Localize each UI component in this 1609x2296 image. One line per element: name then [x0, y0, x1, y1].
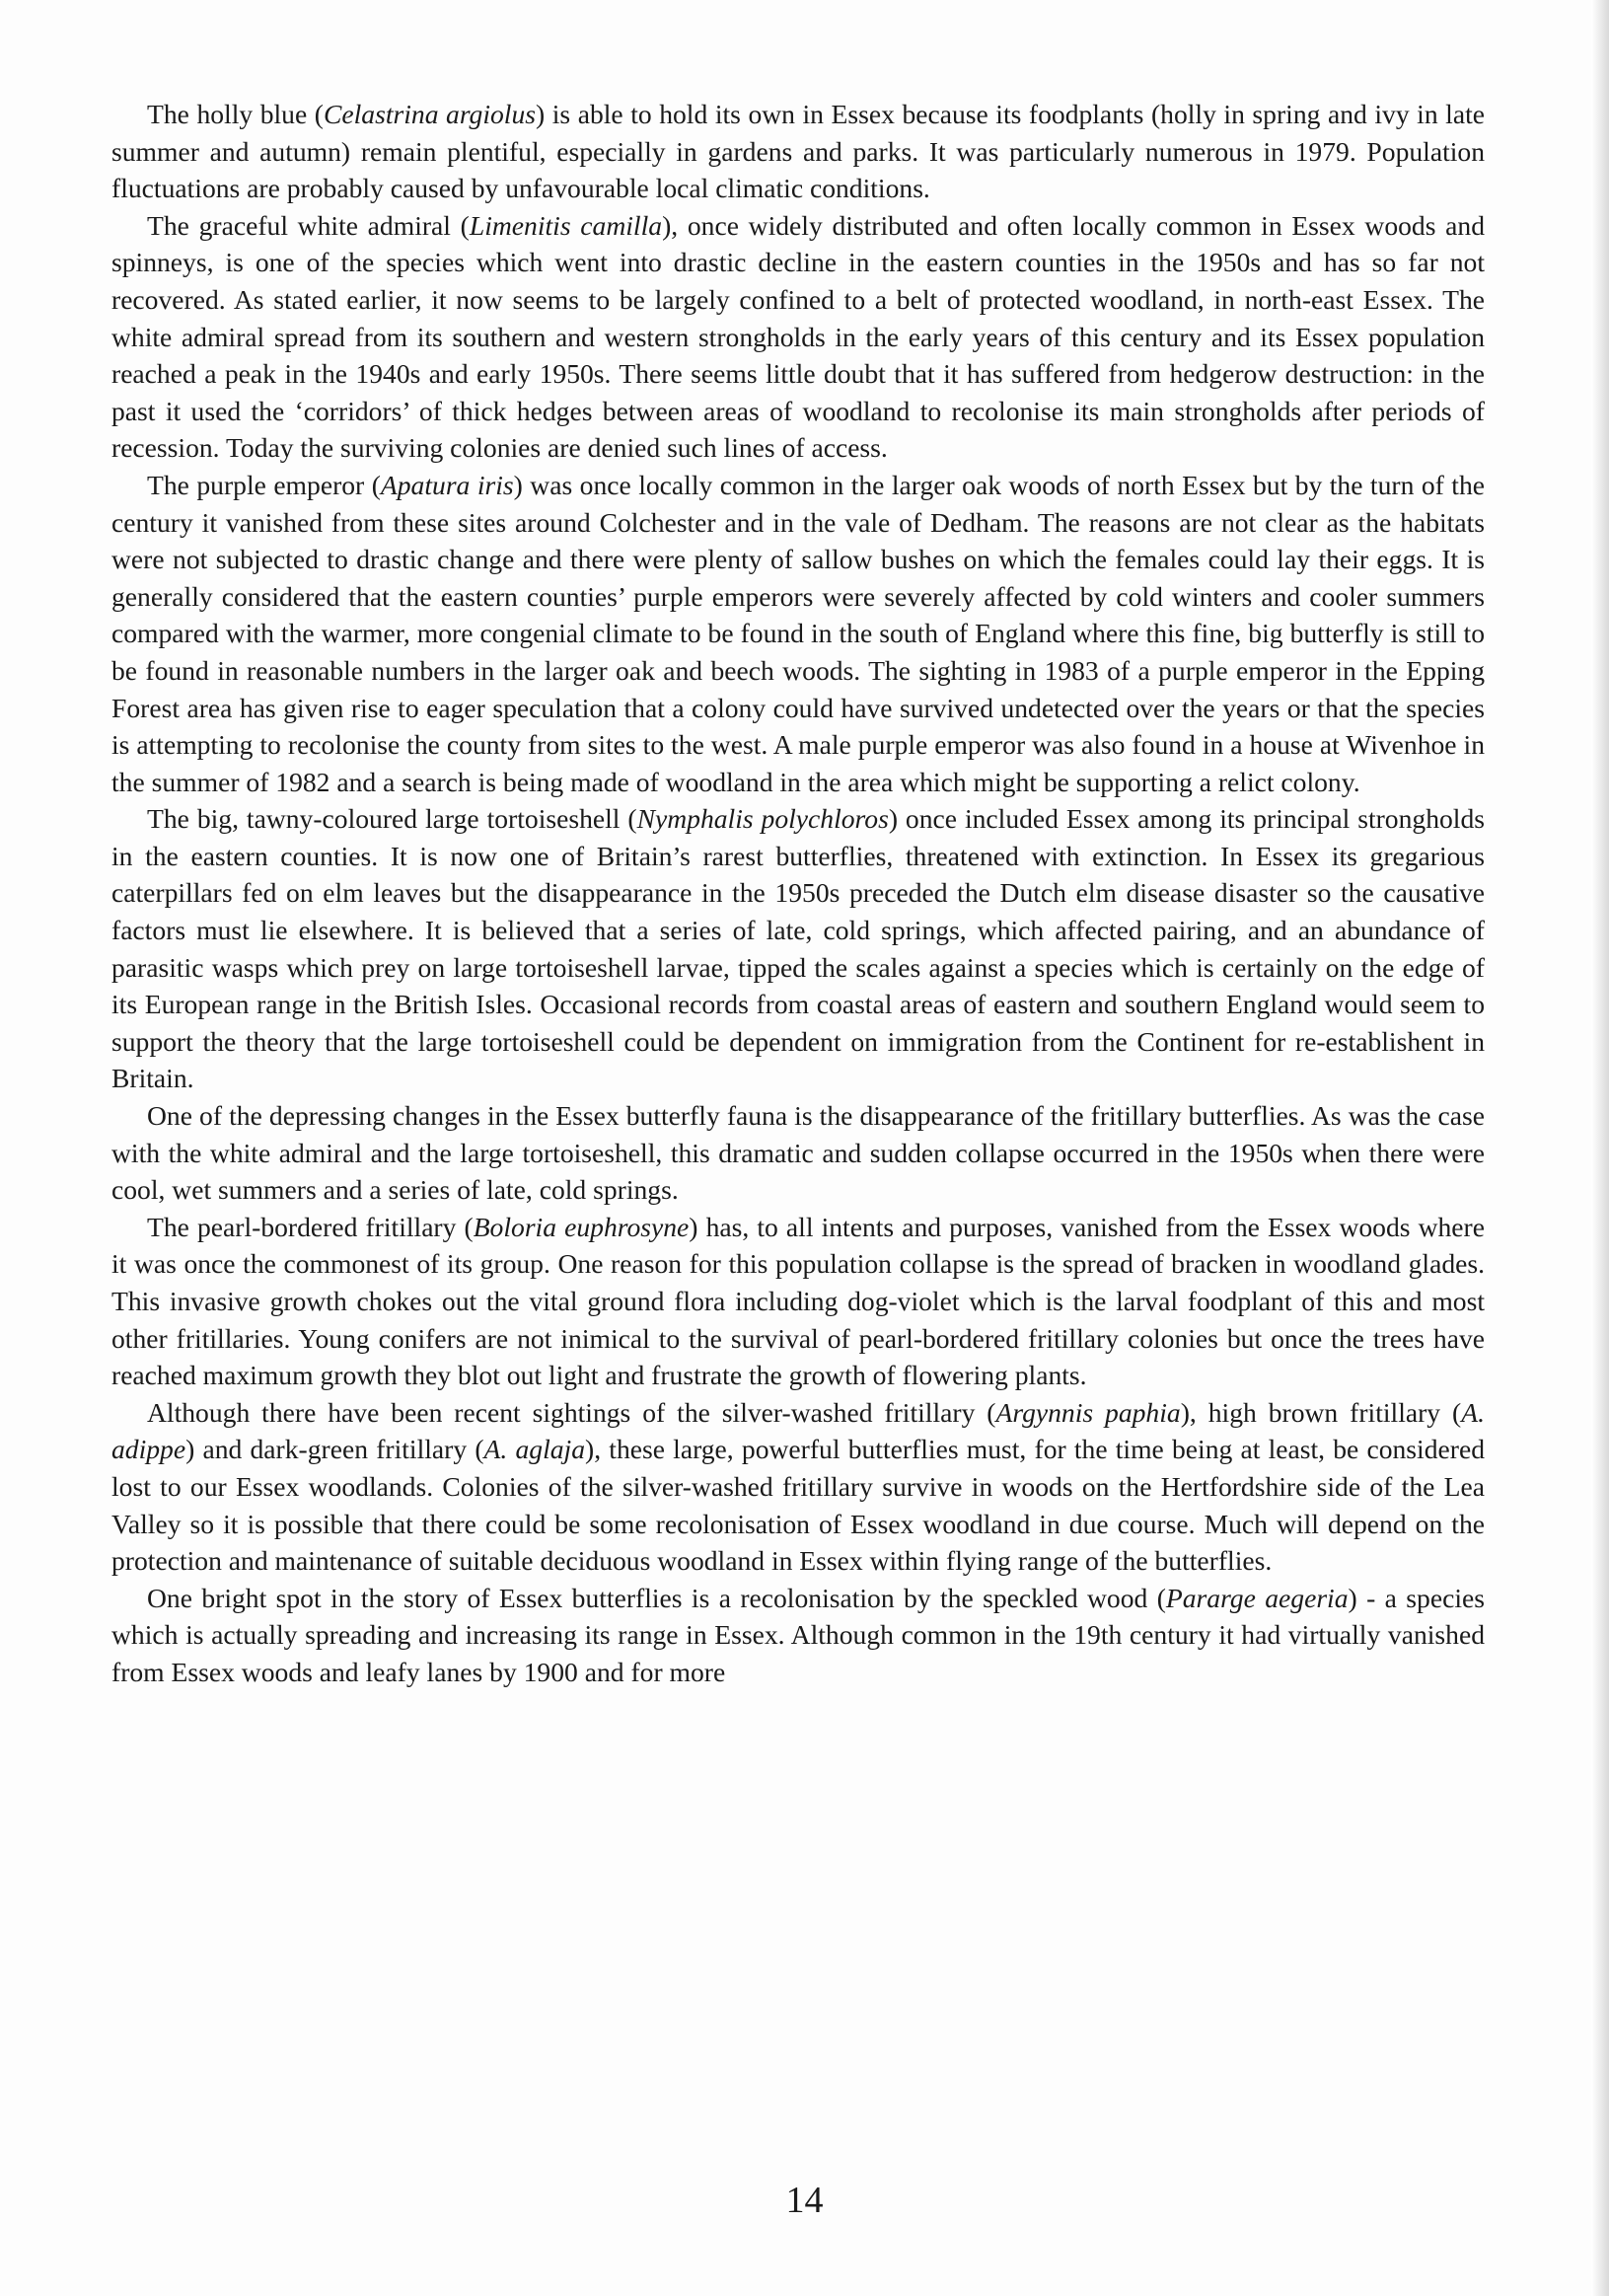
body-text — [111, 96, 1485, 1691]
text-segment: ), these large, powerful butterflies must, for the time being at least, be considered lost to our Essex woodlands. Colonies of the silver-washed fritillary survive in woods on the Hertfordshire side of the Lea Valley so it is possible that there could be some recolonisation of Essex woodland in due course. Much will depend on the protection and maintenance of suitable deciduous woodland in Essex within flying range of the butterflies. — [111, 1434, 1485, 1577]
text-segment: The graceful white admiral ( — [147, 209, 470, 241]
species-name: A. aglaja — [483, 1434, 585, 1465]
paragraph-purple-emperor — [111, 467, 1485, 800]
paragraph-fritillaries — [111, 1097, 1485, 1209]
text-segment: One bright spot in the story of Essex butterflies is a recolonisation by the speckled wood ( — [147, 1582, 1166, 1613]
text-segment: ), once widely distributed and often locally common in Essex woods and spinneys, is one of the species which went into drastic decline in the eastern counties in the 1950s and has so far not recovered. As stated earlier, it now seems to be largely confined to a belt of protected woodland, in north-east Essex. The white admiral spread from its southern and western strongholds in the early years of this century and its Essex population reached a peak in the 1940s and early 1950s. There seems little doubt that it has suffered from hedgerow destruction: in the past it used the ‘corridors’ of thick hedges between areas of woodland to recolonise its main strongholds after periods of recession. Today the surviving colonies are denied such lines of access. — [111, 209, 1485, 464]
species-name: Limenitis camilla — [469, 209, 663, 241]
text-segment: The purple emperor ( — [147, 469, 381, 500]
species-name: Apatura iris — [380, 469, 514, 500]
species-name: Nymphalis polychloros — [636, 803, 889, 835]
text-segment: Although there have been recent sightings of the silver-washed fritillary ( — [147, 1396, 996, 1428]
text-segment: ) has, to all intents and purposes, vanished from the Essex woods where it was once the commonest of its group. One reason for this population collapse is the spread of bracken in woodland glades. This invasive growth chokes out the vital ground flora including dog-violet which is the larval foodplant of this and most other fritillaries. Young conifers are not inimical to the survival of pearl-bordered fritillary colonies but once the trees have reached maximum growth they blot out light and frustrate the growth of flowering plants. — [111, 1211, 1485, 1391]
paragraph-pearl-bordered-fritillary — [111, 1209, 1485, 1394]
species-name: Pararge aegeria — [1165, 1582, 1349, 1613]
text-segment: ) - a species which is actually spreading and increasing its range in Essex. Although common in the 19th century it had virtually vanished from Essex woods and leafy lanes by 1900 and for more — [111, 1582, 1485, 1687]
paragraph-large-tortoiseshell — [111, 800, 1485, 1097]
text-segment: ) was once locally common in the larger oak woods of north Essex but by the turn of the century it vanished from these sites around Colchester and in the vale of Dedham. The reasons are not clear as the habitats were not subjected to drastic change and there were plenty of sallow bushes on which the females could lay their eggs. It is generally considered that the eastern counties’ purple emperors were severely affected by cold winters and cooler summers compared with the warmer, more congenial climate to be found in the south of England where this fine, big butterfly is still to be found in reasonable numbers in the larger oak and beech woods. The sighting in 1983 of a purple emperor in the Epping Forest area has given rise to eager speculation that a colony could have survived undetected over the years or that the species is attempting to recolonise the county from sites to the west. A male purple emperor was also found in a house at Wivenhoe in the summer of 1982 and a search is being made of woodland in the area which might be supporting a relict colony. — [111, 469, 1485, 797]
paragraph-white-admiral — [111, 207, 1485, 467]
paragraph-speckled-wood — [111, 1580, 1485, 1691]
species-name: Celastrina argiolus — [323, 99, 537, 129]
species-name: Argynnis paphia — [995, 1396, 1181, 1428]
text-segment: ) and dark-green fritillary ( — [185, 1434, 484, 1465]
text-segment: One of the depressing changes in the Essex butterfly fauna is the disappearance of the fritillary butterflies. As was the case with the white admiral and the large tortoiseshell, this dramatic and sudden collapse occurred in the 1950s when there were cool, wet summers and a series of late, cold springs. — [111, 1100, 1485, 1206]
text-segment: ) is able to hold its own in Essex because its foodplants (holly in spring and ivy in late summer and autumn) remain plentiful, especially in gardens and parks. It was particularly numerous in 1979. Population fluctuations are probably caused by unfavourable local climatic conditions. — [111, 99, 1486, 204]
page-edge-shadow — [1591, 0, 1609, 2296]
species-name: A. adippe — [111, 1396, 1485, 1465]
page-number: 14 — [785, 2180, 824, 2221]
text-segment: The holly blue ( — [147, 99, 324, 129]
text-segment: ) once included Essex among its principal strongholds in the eastern counties. It is now one of Britain’s rarest butterflies, threatened with extinction. In Essex its gregarious caterpillars fed on elm leaves but the disappearance in the 1950s preceded the Dutch elm disease disaster so the causative factors must lie elsewhere. It is believed that a series of late, cold springs, which affected pairing, and an abundance of parasitic wasps which prey on large tortoiseshell larvae, tipped the scales against a species which is certainly on the edge of its European range in the British Isles. Occasional records from coastal areas of eastern and southern England would seem to support the theory that the large tortoiseshell could be dependent on immigration from the Continent for re-establishent in Britain. — [111, 803, 1485, 1094]
text-segment: The pearl-bordered fritillary ( — [147, 1211, 474, 1242]
paragraph-holly-blue — [111, 96, 1485, 207]
species-name: Boloria euphrosyne — [473, 1211, 690, 1242]
paragraph-silver-washed-fritillary — [111, 1394, 1485, 1580]
text-segment: The big, tawny-coloured large tortoiseshell ( — [147, 803, 637, 835]
text-segment: ), high brown fritillary ( — [1180, 1396, 1462, 1428]
